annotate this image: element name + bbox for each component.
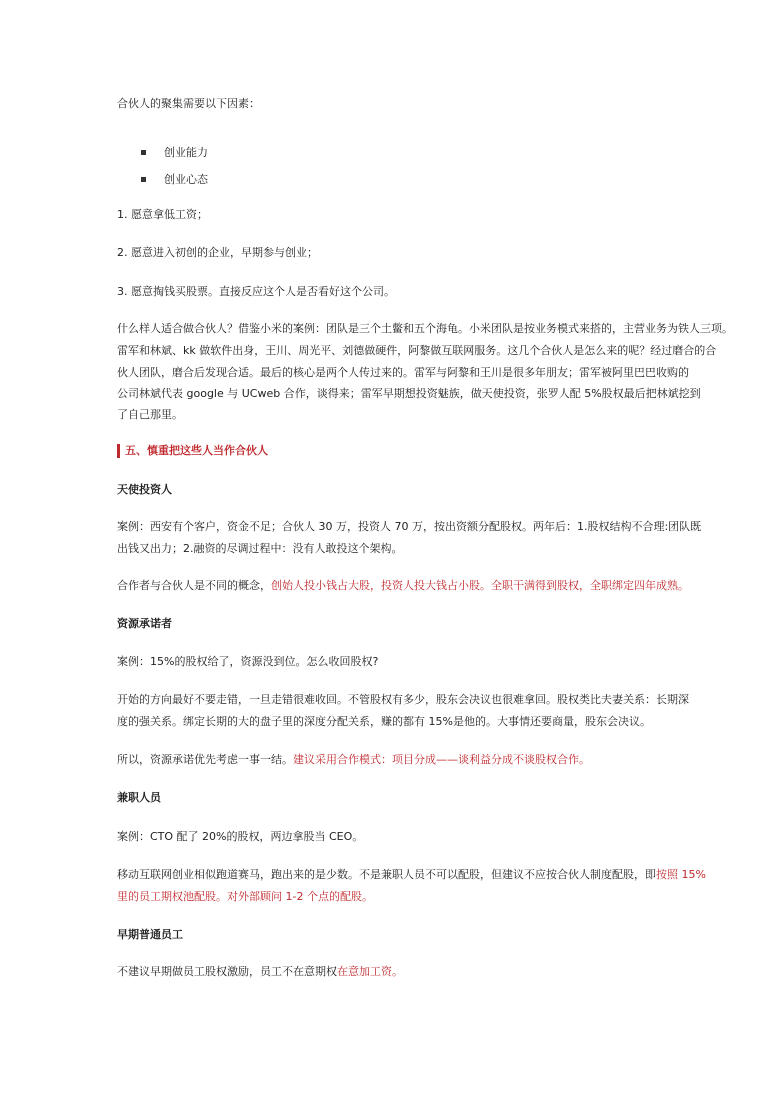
numbered-item: 3. 愿意掏钱买股票。直接反应这个人是否看好这个公司。	[117, 285, 395, 298]
angel-case-line: 出钱又出力；2.融资的尽调过程中：没有人敢投这个架构。	[117, 542, 403, 555]
xiaomi-paragraph-line: 雷军和林斌、kk 做软件出身，王川、周光平、刘德做硬件，阿黎做互联网服务。这几个合伙人是怎么来的呢？经过磨合的合	[117, 344, 717, 357]
subheading-resource: 资源承诺者	[117, 617, 172, 630]
resource-conclusion	[117, 749, 590, 771]
parttime-case: 案例：CTO 配了 20%的股权，两边拿股当 CEO。	[117, 830, 364, 843]
early-staff-note	[117, 961, 403, 983]
subheading-early-staff: 早期普通员工	[117, 928, 183, 941]
xiaomi-paragraph-line: 公司林斌代表 google 与 UCweb 合作，谈得来；雷军早期想投资魅族，做天使投资，张罗人配 5%股权最后把林斌挖到	[117, 387, 701, 400]
bullet-item: 创业能力	[164, 146, 208, 159]
angel-case-line: 案例：西安有个客户，资金不足；合伙人 30 万，投资人 70 万，按出资额分配股权。两年后：1.股权结构不合理:团队既	[117, 520, 702, 533]
bullet-item: 创业心态	[164, 173, 208, 186]
section-title: 五、慎重把这些人当作合伙人	[125, 444, 268, 457]
resource-paragraph-line: 开始的方向最好不要走错，一旦走错很难收回。不管股权有多少，股东会决议也很难拿回。股权类比夫妻关系：长期深	[117, 693, 689, 706]
angel-note-plain: 合作者与合伙人是不同的概念，	[117, 579, 271, 592]
parttime-line-highlight: 按照 15%	[656, 868, 706, 881]
parttime-line-plain: 移动互联网创业相似跑道赛马，跑出来的是少数。不是兼职人员不可以配股，但建议不应按合伙人制度配股，即	[117, 868, 656, 881]
resource-case: 案例：15%的股权给了，资源没到位。怎么收回股权?	[117, 655, 379, 668]
resource-conclusion-highlight: 建议采用合作模式：项目分成——谈利益分成不谈股权合作。	[293, 753, 590, 766]
resource-conclusion-plain: 所以，资源承诺优先考虑一事一结。	[117, 753, 293, 766]
bullet-marker	[141, 150, 146, 155]
subheading-angel: 天使投资人	[117, 483, 172, 496]
early-staff-highlight: 在意加工资。	[337, 965, 403, 978]
section-marker	[117, 444, 120, 458]
parttime-line	[117, 864, 706, 886]
resource-paragraph-line: 度的强关系。绑定长期的大的盘子里的深度分配关系，赚的都有 15%是他的。大事情还要商量，股东会决议。	[117, 715, 651, 728]
numbered-item: 2. 愿意进入初创的企业，早期参与创业；	[117, 246, 318, 259]
bullet-marker	[141, 177, 146, 182]
subheading-parttime: 兼职人员	[117, 791, 161, 804]
numbered-item: 1. 愿意拿低工资；	[117, 208, 208, 221]
xiaomi-paragraph-line: 了自己那里。	[117, 408, 183, 421]
angel-note-highlight: 创始人投小钱占大股，投资人投大钱占小股。全职干满得到股权，全职绑定四年成熟。	[271, 579, 689, 592]
early-staff-plain: 不建议早期做员工股权激励，员工不在意期权	[117, 965, 337, 978]
parttime-line-highlight-2: 里的员工期权池配股。对外部顾问 1-2 个点的配股。	[117, 890, 373, 903]
intro-text: 合伙人的聚集需要以下因素：	[117, 97, 260, 110]
xiaomi-paragraph-line: 伙人团队，磨合后发现合适。最后的核心是两个人传过来的。雷军与阿黎和王川是很多年朋友；雷军被阿里巴巴收购的	[117, 366, 689, 379]
xiaomi-paragraph-line: 什么样人适合做合伙人？借鉴小米的案例：团队是三个土鳖和五个海龟。小米团队是按业务模式来搭的，主营业务为铁人三项。	[117, 322, 733, 335]
angel-note	[117, 575, 689, 597]
